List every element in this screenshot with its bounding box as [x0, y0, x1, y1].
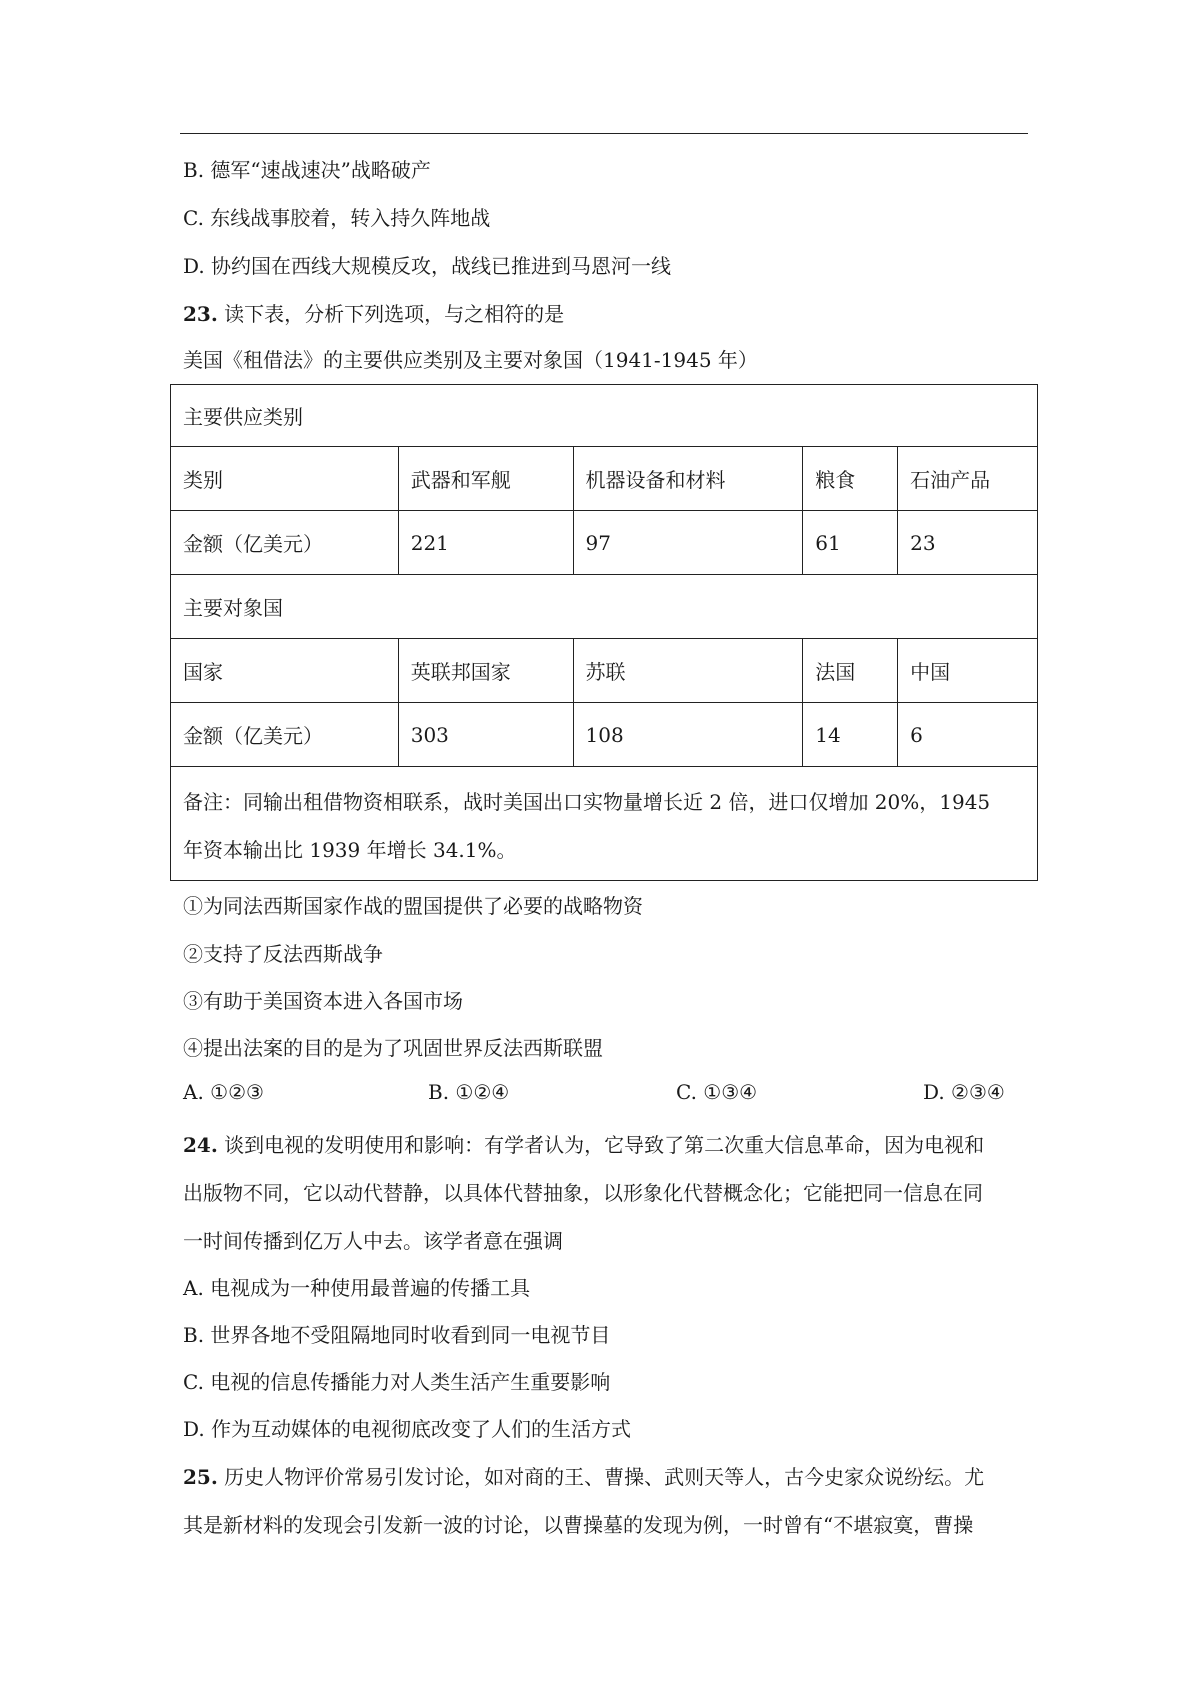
q24-stem-text: 谈到电视的发明使用和影响：有学者认为，它导致了第二次重大信息革命，因为电视和 [224, 1133, 985, 1157]
table-row [171, 639, 1038, 703]
table-note [171, 767, 1038, 881]
q25-stem-line-1 [183, 1462, 984, 1492]
table-cell: 英联邦国家 [398, 639, 573, 703]
statement-1: ①为同法西斯国家作战的盟国提供了必要的战略物资 [183, 894, 643, 918]
lend-lease-table [170, 384, 1038, 881]
statement-4: ④提出法案的目的是为了巩固世界反法西斯联盟 [183, 1036, 603, 1060]
table-cell: 中国 [898, 639, 1038, 703]
q22-option-d: D. 协约国在西线大规模反攻，战线已推进到马恩河一线 [183, 254, 672, 278]
table-cell: 108 [573, 703, 803, 767]
table-cell: 97 [573, 511, 803, 575]
statement-2: ②支持了反法西斯战争 [183, 942, 383, 966]
q23-option-b: B. ①②④ [428, 1080, 510, 1104]
q23-option-a: A. ①②③ [183, 1080, 264, 1104]
table-row [171, 703, 1038, 767]
section-recipient-countries: 主要对象国 [171, 575, 1038, 639]
table-cell: 苏联 [573, 639, 803, 703]
table-row [171, 575, 1038, 639]
q25-stem-text: 历史人物评价常易引发讨论，如对商的王、曹操、武则天等人，古今史家众说纷纭。尤 [224, 1465, 985, 1489]
q24-stem-line-1 [183, 1130, 984, 1160]
table-cell: 23 [898, 511, 1038, 575]
q24-option-a: A. 电视成为一种使用最普遍的传播工具 [183, 1276, 531, 1300]
table-cell: 粮食 [803, 447, 898, 511]
table-cell: 类别 [171, 447, 399, 511]
q23-stem-text: 读下表，分析下列选项，与之相符的是 [224, 302, 565, 326]
table-title: 美国《租借法》的主要供应类别及主要对象国（1941-1945 年） [183, 348, 758, 372]
table-row [171, 511, 1038, 575]
table-row [171, 385, 1038, 447]
table-cell: 国家 [171, 639, 399, 703]
table-cell: 14 [803, 703, 898, 767]
header-rule [180, 133, 1028, 134]
table-cell: 法国 [803, 639, 898, 703]
table-cell: 61 [803, 511, 898, 575]
q24-option-c: C. 电视的信息传播能力对人类生活产生重要影响 [183, 1370, 611, 1394]
q22-option-c: C. 东线战事胶着，转入持久阵地战 [183, 206, 491, 230]
q25-number: 25. [183, 1465, 218, 1489]
q23-option-d: D. ②③④ [923, 1080, 1005, 1104]
q24-stem-line-2: 出版物不同，它以动代替静，以具体代替抽象，以形象化代替概念化；它能把同一信息在同 [183, 1181, 983, 1205]
note-line-1: 备注：同输出租借物资相联系，战时美国出口实物量增长近 2 倍，进口仅增加 20%，1945 [183, 789, 991, 814]
table-cell: 金额（亿美元） [171, 511, 399, 575]
q23-number: 23. [183, 302, 218, 326]
section-supply-types: 主要供应类别 [171, 385, 1038, 447]
q25-stem-line-2: 其是新材料的发现会引发新一波的讨论，以曹操墓的发现为例，一时曾有“不堪寂寞，曹操 [183, 1513, 974, 1537]
table-row [171, 767, 1038, 881]
q22-option-b: B. 德军“速战速决”战略破产 [183, 158, 431, 182]
note-line-2: 年资本输出比 1939 年增长 34.1%。 [183, 837, 517, 862]
table-cell: 机器设备和材料 [573, 447, 803, 511]
q24-option-d: D. 作为互动媒体的电视彻底改变了人们的生活方式 [183, 1417, 632, 1441]
table-cell: 221 [398, 511, 573, 575]
q24-stem-line-3: 一时间传播到亿万人中去。该学者意在强调 [183, 1229, 563, 1253]
statement-3: ③有助于美国资本进入各国市场 [183, 989, 463, 1013]
table-row [171, 447, 1038, 511]
table-cell: 金额（亿美元） [171, 703, 399, 767]
table-cell: 石油产品 [898, 447, 1038, 511]
table-cell: 武器和军舰 [398, 447, 573, 511]
q23-option-c: C. ①③④ [676, 1080, 758, 1104]
table-cell: 6 [898, 703, 1038, 767]
table-cell: 303 [398, 703, 573, 767]
q24-number: 24. [183, 1133, 218, 1157]
q24-option-b: B. 世界各地不受阻隔地同时收看到同一电视节目 [183, 1323, 611, 1347]
q23-stem [183, 299, 564, 329]
